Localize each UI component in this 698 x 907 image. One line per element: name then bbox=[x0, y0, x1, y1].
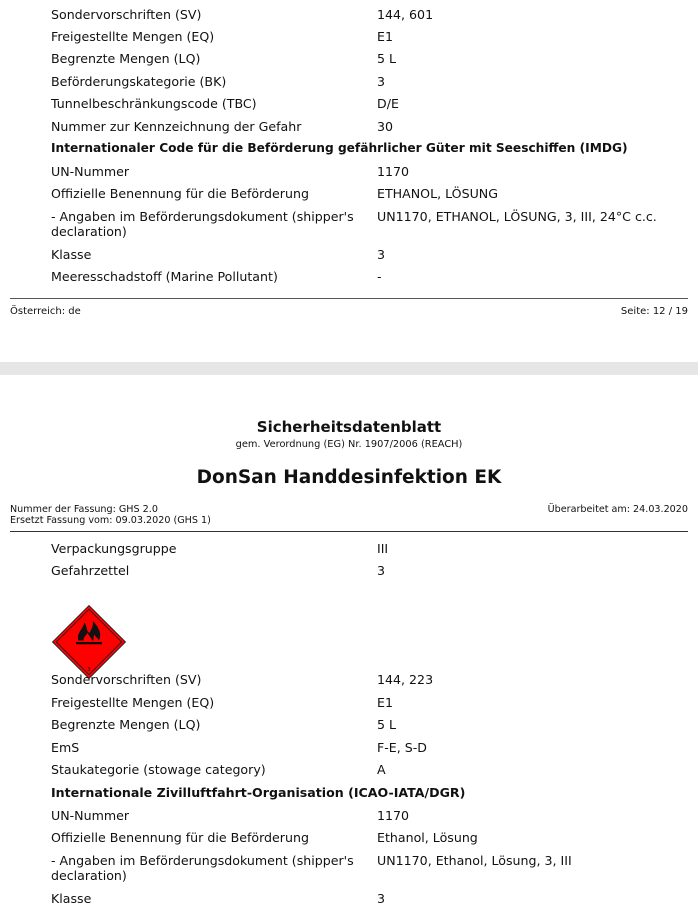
row-label: Freigestellte Mengen (EQ) bbox=[51, 29, 215, 44]
row-label: Nummer zur Kennzeichnung der Gefahr bbox=[51, 119, 302, 134]
row-label: Gefahrzettel bbox=[51, 563, 130, 578]
row-value: UN1170, Ethanol, Lösung, 3, III bbox=[377, 853, 572, 868]
icao-section-heading: Internationale Zivilluftfahrt-Organisation (ICAO-IATA/DGR) bbox=[51, 785, 466, 800]
row-value: 1170 bbox=[377, 808, 410, 823]
row-label: Offizielle Benennung für die Beförderung bbox=[51, 186, 309, 201]
footer-country: Österreich: de bbox=[10, 306, 81, 317]
row-value: UN1170, ETHANOL, LÖSUNG, 3, III, 24°C c.c. bbox=[377, 209, 657, 224]
row-label: Sondervorschriften (SV) bbox=[51, 7, 202, 22]
row-label: Sondervorschriften (SV) bbox=[51, 672, 202, 687]
row-value: 1170 bbox=[377, 164, 410, 179]
row-value: - bbox=[377, 269, 382, 284]
row-label: Klasse bbox=[51, 891, 92, 906]
flame-base-bar bbox=[76, 642, 102, 644]
row-value: III bbox=[377, 541, 389, 556]
page-number: Seite: 12 / 19 bbox=[620, 306, 688, 317]
row-value: 144, 223 bbox=[377, 672, 434, 687]
row-value: 5 L bbox=[377, 51, 397, 66]
row-value: D/E bbox=[377, 96, 399, 111]
row-value: ETHANOL, LÖSUNG bbox=[377, 186, 498, 201]
page-gap bbox=[0, 362, 698, 375]
row-label: Staukategorie (stowage category) bbox=[51, 762, 266, 777]
row-label: - Angaben im Beförderungsdokument (shipper's declaration) bbox=[51, 209, 354, 239]
row-value: 3 bbox=[377, 563, 386, 578]
hazard-class-number: 3 bbox=[87, 666, 91, 673]
row-value: 30 bbox=[377, 119, 394, 134]
row-label: Verpackungsgruppe bbox=[51, 541, 177, 556]
row-value: 3 bbox=[377, 247, 386, 262]
row-value: 144, 601 bbox=[377, 7, 434, 22]
product-name: DonSan Handdesinfektion EK bbox=[196, 467, 502, 488]
row-value: A bbox=[377, 762, 386, 777]
row-label: Meeresschadstoff (Marine Pollutant) bbox=[51, 269, 278, 284]
row-value: E1 bbox=[377, 695, 393, 710]
footer-divider bbox=[10, 298, 688, 299]
page-1-bottom bbox=[0, 0, 698, 362]
row-label: - Angaben im Beförderungsdokument (shipper's declaration) bbox=[51, 853, 354, 883]
row-label: Klasse bbox=[51, 247, 92, 262]
row-label: UN-Nummer bbox=[51, 808, 130, 823]
row-value: 3 bbox=[377, 891, 386, 906]
header-divider bbox=[10, 531, 688, 532]
row-label: Begrenzte Mengen (LQ) bbox=[51, 717, 201, 732]
revision-date: Überarbeitet am: 24.03.2020 bbox=[547, 504, 688, 515]
row-label: Begrenzte Mengen (LQ) bbox=[51, 51, 201, 66]
replaced-version: Ersetzt Fassung vom: 09.03.2020 (GHS 1) bbox=[10, 515, 211, 526]
page-2-top bbox=[0, 375, 698, 907]
row-value: Ethanol, Lösung bbox=[377, 830, 478, 845]
row-value: 5 L bbox=[377, 717, 397, 732]
row-value: 3 bbox=[377, 74, 386, 89]
version-number: Nummer der Fassung: GHS 2.0 bbox=[10, 504, 158, 515]
document-subtitle: gem. Verordnung (EG) Nr. 1907/2006 (REACH) bbox=[235, 439, 463, 450]
document-title: Sicherheitsdatenblatt bbox=[256, 418, 442, 436]
row-value: F-E, S-D bbox=[377, 740, 427, 755]
row-value: E1 bbox=[377, 29, 393, 44]
row-label: Freigestellte Mengen (EQ) bbox=[51, 695, 215, 710]
row-label: EmS bbox=[51, 740, 80, 755]
flammable-hazard-label-icon bbox=[51, 604, 127, 680]
row-label: Beförderungskategorie (BK) bbox=[51, 74, 227, 89]
row-label: UN-Nummer bbox=[51, 164, 130, 179]
row-label: Offizielle Benennung für die Beförderung bbox=[51, 830, 309, 845]
imdg-section-heading: Internationaler Code für die Beförderung gefährlicher Güter mit Seeschiffen (IMDG) bbox=[51, 141, 628, 155]
row-label: Tunnelbeschränkungscode (TBC) bbox=[51, 96, 257, 111]
